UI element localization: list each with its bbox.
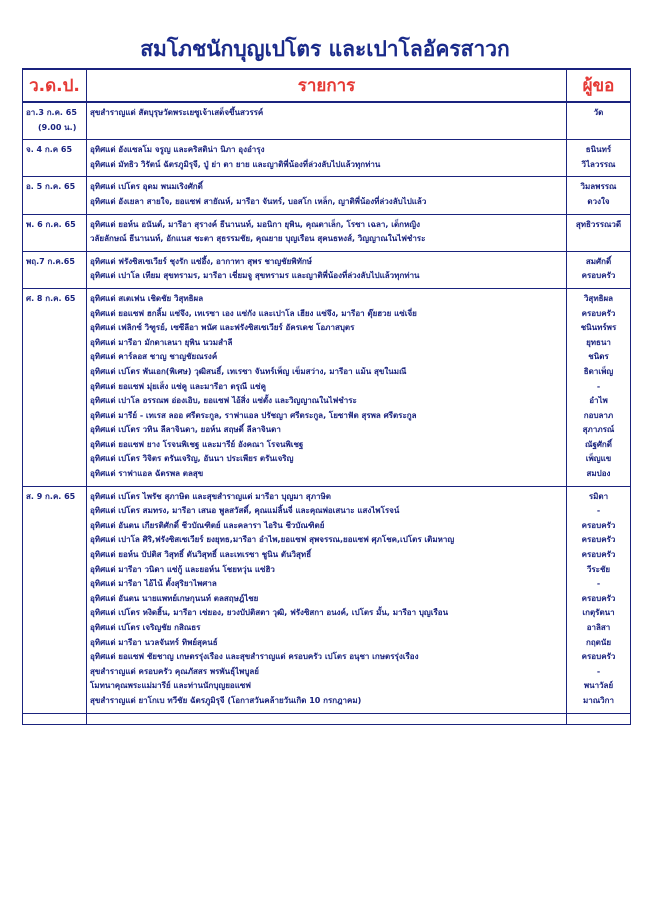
requester-cell-line: ชนิดร (588, 352, 609, 362)
requester-cell-line: สมปอง (586, 469, 611, 479)
items-cell (87, 140, 567, 177)
empty-cell (87, 713, 567, 724)
items-cell-line: อุทิศแด่ เปาโล ศิริ,ฟรังซิสเซเวียร์ ยงยุทธ,มารีอา อำไพ,ยอแซฟ สุพจรรณ,ยอแซฟ ศุภโชค,เปโตร เติมหาญ (90, 535, 455, 545)
items-cell-line: อุทิศแด่ เปโตร หงิดฮิ้น, มารีอา เซ่ยอง, ยวงบัปติสตา วุฒิ, ฟรังซิสกา อนงค์, เปโตร มั้น, มารีอา บุญเรือน (90, 608, 449, 618)
requester-cell-line: ครอบครัว (581, 520, 616, 530)
items-cell (87, 177, 567, 214)
day-cell (23, 214, 87, 251)
requester-cell-line: วิสุทธิผล (583, 293, 614, 303)
items-cell-line: อุทิศแด่ อังแซลโม จรูญ และคริสติน่า นิภา อุงอำรุง (90, 145, 265, 155)
day-cell-line: ศ. 8 ก.ค. 65 (26, 293, 76, 303)
day-cell (23, 102, 87, 140)
items-cell (87, 486, 567, 713)
table-row (23, 288, 631, 486)
requester-cell-line: กอบลาภ (583, 410, 614, 420)
items-cell (87, 214, 567, 251)
items-cell-line: อุทิศแด่ เปโตร สมทรง, มารีอา เสนอ พูลสวัสดิ์, คุณแม่ลิ้นจี่ และคุณพ่อเสนาะ แสงไพโรจน์ (90, 506, 400, 516)
header-requester: ผู้ขอ (567, 69, 631, 102)
requester-cell-line: ธิดาเพ็ญ (583, 366, 614, 376)
day-cell-line: อ. 5 ก.ค. 65 (26, 182, 76, 192)
requester-cell-line: วิมลพรรณ (580, 182, 617, 192)
items-cell-line: อุทิศแด่ ยอห์น อนันต์, มารีอา สุรางค์ ธีนานนท์, มอนิกา ยุพิน, คุณตาเล็ก, โรซา เฉลา, เด็กหญิง (90, 219, 420, 229)
items-cell-line: อุทิศแด่ มารีอา วนิดา แซ่กู้ และยอห์น โชยหวุ่น แซ่ฮิว (90, 564, 275, 574)
items-cell-line: อุทิศแด่ ยอแซฟ ชัยชาญ เกษตรรุ่งเรือง และสุขสำราญแด่ ครอบครัว เปโตร อนุชา เกษตรรุ่งเรือง (90, 652, 419, 662)
requester-cell (567, 102, 631, 140)
requester-cell (567, 140, 631, 177)
items-cell-line: อุทิศแด่ เปโตร ไพรัช สุภาษิต และสุขสำราญแด่ มารีอา บุญมา สุภาษิต (90, 491, 331, 501)
requester-cell-line: อาลิสา (586, 623, 611, 632)
day-cell (23, 177, 87, 214)
items-cell-line: อุทิศแด่ มารีอา นวลจันทร์ ทิพย์สุคนธ์ (90, 637, 218, 647)
requester-cell-line: มาณวิกา (582, 695, 614, 705)
header-items: รายการ (87, 69, 567, 102)
requester-cell-line: เพ็ญแข (585, 454, 612, 464)
table-header-row (23, 69, 631, 102)
items-cell-line: อุทิศแด่ เปโตร วิจิตร ตรันเจริญ, อันนา ประเพียร ตรันเจริญ (90, 454, 294, 464)
items-cell-line: สุขสำราญแด่ ครอบครัว คุณภัสสร พรพันธุ์ไพบูลย์ (90, 666, 259, 676)
requester-cell-line (567, 232, 630, 247)
items-cell-line: อุทิศแด่ สเตเฟน เชิดชัย วิสุทธิผล (90, 293, 204, 303)
items-cell-line: อุทิศแด่ เปาโล อรรณพ อ่องเอิบ, ยอแซฟ ไอ้สิ่ง แซ่ตั้ง และวิญญาณในไฟชำระ (90, 396, 357, 406)
requester-cell-line: ยุทธนา (586, 337, 611, 347)
day-cell (23, 140, 87, 177)
day-cell (23, 486, 87, 713)
items-cell-line: อุทิศแด่ อันตน เกียรติศักดิ์ ชีวบัณฑิตย์ และคลารา ไอริน ชีวบัณฑิตย์ (90, 520, 325, 530)
items-cell-line: อุทิศแด่ ราฟาแอล ฉัตรพล ตลสุข (90, 469, 204, 479)
requester-cell-line: ครอบครัว (581, 593, 616, 603)
requester-cell-line: รมิตา (588, 491, 609, 501)
requester-cell-line: กฤตนัย (585, 637, 612, 647)
items-cell (87, 251, 567, 288)
page-title: สมโภชนักบุญเปโตร และเปาโลอัครสาวก (140, 37, 510, 61)
requester-cell-line: ชนินทร์พร (580, 323, 617, 333)
requester-cell-line: เกตุรัตนา (582, 608, 615, 618)
table-row (23, 140, 631, 177)
items-cell-line: อุทิศแด่ ยอแซฟ ฮกลิ้ม แซ่จึง, เทเรซา เอง แซ่กัง และเปาโล เฮียง แซ่จึง, มารีอา ตุ๊ยฮวย แซ่เจี่ย (90, 308, 417, 318)
requester-cell-line: สุทธิวรรณวดี (575, 219, 622, 229)
requester-cell-line: ธนินทร์ (585, 145, 612, 155)
items-cell-line: อุทิศแด่ มารีอา ไอ้ไน้ ตั้งสุริยาไพศาล (90, 579, 217, 589)
items-cell-line: อุทิศแด่ อังเยลา สายใจ, ยอแซฟ สายัณห์, มารีอา จันทร์, บอสโก เหล็ก, ญาติพี่น้องที่ล่วงลับไปแล้ว (90, 196, 427, 206)
items-cell-line: อุทิศแด่ เปโตร เจริญชัย กสิณธร (90, 623, 201, 632)
requester-cell-line: พนาวัลย์ (583, 681, 614, 691)
requester-cell-line: อำไพ (589, 396, 608, 406)
items-cell-line: อุทิศแด่ คาร์ลอส ชาญ ชาญชัยณรงค์ (90, 352, 218, 362)
items-cell-line: อุทิศแด่ เปาโล เทียม สุขทรามร, มารีอา เชี่ยมจู สุขทรามร และญาติพี่น้องที่ล่วงลับไปแล้วทุกท่าน (90, 271, 420, 281)
items-cell-line: อุทิศแด่ มารีอา มักดาเลนา ยุพิน นวมสำลี (90, 337, 233, 347)
requester-cell (567, 288, 631, 486)
day-cell-line: อา.3 ก.ค. 65 (26, 108, 77, 117)
requester-cell-line: - (596, 666, 601, 676)
items-cell-line: อุทิศแด่ ยอแซฟ ยาง โรจนพิเชฐ และมารีย์ อังคณา โรจนพิเชฐ (90, 439, 304, 449)
empty-cell (567, 713, 631, 724)
table-body (23, 102, 631, 724)
requester-cell-line: ครอบครัว (581, 271, 616, 281)
table-row (23, 486, 631, 713)
items-cell-line: อุทิศแด่ เฟลิกซ์ วิฑูรย์, เซซีลีอา พนัศ และฟรังซิสเซเวียร์ อัครเดช โอภาสบุตร (90, 323, 355, 333)
requester-cell-line: วีระชัย (586, 564, 611, 574)
day-cell-line: ส. 9 ก.ค. 65 (26, 491, 76, 501)
requester-cell-line: ครอบครัว (581, 308, 616, 318)
intention-table (22, 68, 631, 725)
table-row (23, 251, 631, 288)
requester-cell-line: วิไลวรรณ (581, 159, 616, 169)
items-cell-line: อุทิศแด่ มัทธิว วิรัตน์ ฉัตรภูมิรุจี, ปู่ ย่า ตา ยาย และญาติพี่น้องที่ล่วงลับไปแล้วทุกท่าน (90, 159, 381, 169)
table-row (23, 177, 631, 214)
table-row (23, 102, 631, 140)
day-cell-line: จ. 4 ก.ค 65 (26, 145, 73, 155)
header-day: ว.ด.ป. (23, 69, 87, 102)
requester-cell-line: - (596, 579, 601, 589)
day-cell (23, 288, 87, 486)
requester-cell-line: - (596, 506, 601, 516)
items-cell (87, 102, 567, 140)
requester-cell-line: - (596, 381, 601, 391)
requester-cell (567, 251, 631, 288)
items-cell-line: วลัยลักษณ์ ธีนานนท์, อักแนส ชะตา สุธรรมชัย, คุณยาย บุญเรือน สุคนธหงส์, วิญญาณในไฟชำระ (90, 234, 426, 244)
items-cell-line: อุทิศแด่ อันตน นายแพทย์เกษกุนนท์ ตลสฤษฎ์ไชย (90, 593, 259, 603)
requester-cell-line: ครอบครัว (581, 550, 616, 560)
items-cell-line: สุขสำราญแด่ สัตบุรุษวัดพระเยซูเจ้าเสด็จขึ้นสวรรค์ (90, 108, 264, 117)
items-cell-line: อุทิศแด่ ยอห์น บัปติส วิสุทธิ์ ตันวิสุทธิ์ และเทเรซา ชูนิน ตันวิสุทธิ์ (90, 550, 312, 560)
table-row (23, 214, 631, 251)
items-cell-line: อุทิศแด่ เปโตร อุดม พนมเริงศักดิ์ (90, 182, 203, 192)
day-cell-line: พ. 6 ก.ค. 65 (26, 219, 76, 229)
items-cell (87, 288, 567, 486)
items-cell-line: อุทิศแด่ มารีย์ - เทเรส ลออ ศรีตระกูล, ราฟาแอล ปรัชญา ศรีตระกูล, โยซาฟัต สุรพล ศรีตระกูล (90, 410, 417, 420)
requester-cell (567, 177, 631, 214)
items-cell-line: อุทิศแด่ ฟรังซิสเซเวียร์ ชุงรัก แซ่อึ้ง, อากาทา สุพร ชาญชัยพิทักษ์ (90, 256, 312, 266)
day-cell-line: พฤ.7 ก.ค.65 (26, 256, 75, 266)
items-cell-line: อุทิศแด่ ยอแซฟ มุ่ยเส็ง แซ่คู และมารีอา ตรุณี แซ่คู (90, 381, 266, 391)
requester-cell-line: สุภาภรณ์ (582, 425, 615, 435)
items-cell-line: โมทนาคุณพระแม่มารีย์ และท่านนักบุญยอแซฟ (90, 681, 251, 691)
requester-cell (567, 214, 631, 251)
items-cell-line: สุขสำราญแด่ ยาโกเบ ทวีชัย ฉัตรภูมิรุจี (โอกาสวันคล้ายวันเกิด 10 กรกฎาคม) (90, 695, 362, 705)
day-cell (23, 251, 87, 288)
requester-cell-line: สมศักดิ์ (585, 256, 612, 266)
empty-cell (23, 713, 87, 724)
day-cell-line: (9.00 น.) (38, 122, 77, 132)
items-cell-line: อุทิศแด่ เปโตร พันเอก(พิเศษ) วุฒิสนธิ์, เทเรซา จันทร์เพ็ญ เข็มสว่าง, มารีอา แม้น สุขในมณี (90, 366, 407, 376)
requester-cell-line: ณัฐศักดิ์ (585, 439, 612, 449)
table-row-empty (23, 713, 631, 724)
items-cell-line: อุทิศแด่ เปโตร วทิน ลีลาจินดา, ยอห์น สฤษดิ์ ลีลาจินดา (90, 425, 281, 435)
requester-cell-line: ครอบครัว (581, 652, 616, 662)
requester-cell-line: ดวงใจ (587, 196, 610, 206)
requester-cell (567, 486, 631, 713)
requester-cell-line: วัด (593, 108, 604, 117)
requester-cell-line: ครอบครัว (581, 535, 616, 545)
